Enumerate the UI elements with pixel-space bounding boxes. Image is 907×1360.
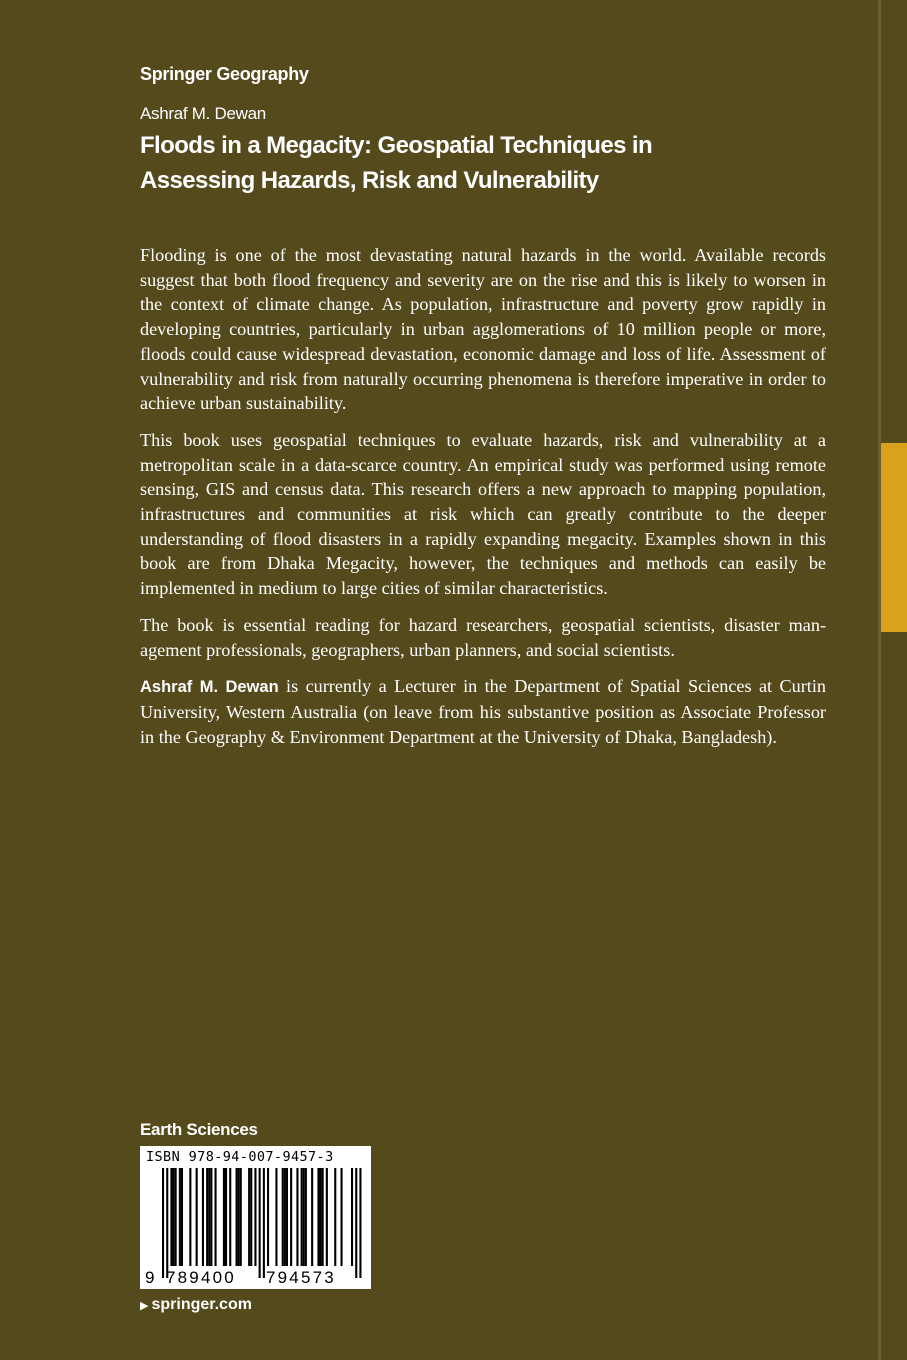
ean-right-digits: 794573 — [266, 1268, 336, 1287]
barcode-bar — [334, 1168, 336, 1266]
website-label: springer.com — [151, 1296, 252, 1313]
barcode-bar — [259, 1168, 261, 1278]
description-paragraph-2: This book uses geospatial techniques to evaluate hazards, risk and vulnerability at a metropolitan scale in a data-scarce country. An empirical study was performed using remote sensing, GIS and census data. This research offers a new approach to mapping population, infrastructures and communities at risk which can greatly contribute to the deeper understanding of flood disasters in a rapidly expanding megacity. Examples shown in this book are from Dhaka Megacity, however, the techniques and methods can easily be implemented in medium to large cities of similar characteristics. — [140, 429, 826, 599]
barcode-bar — [282, 1168, 284, 1266]
barcode-bar — [170, 1168, 172, 1266]
series-name: Springer Geography — [140, 64, 309, 84]
barcode-bar — [263, 1168, 265, 1278]
barcode-bar — [225, 1168, 227, 1266]
isbn-barcode — [140, 1146, 371, 1289]
barcode-bar — [248, 1168, 250, 1266]
barcode-bar — [189, 1168, 191, 1266]
ean-left-digits: 789400 — [166, 1268, 236, 1287]
spine-divider — [878, 0, 881, 1360]
barcode-bar — [210, 1168, 212, 1266]
barcode-bar — [208, 1168, 210, 1266]
barcode-bar — [275, 1168, 277, 1266]
barcode-bar — [202, 1168, 204, 1266]
subject-category: Earth Sciences — [140, 1120, 258, 1139]
barcode-bar — [326, 1168, 328, 1266]
isbn-number: ISBN 978-94-007-9457-3 — [146, 1149, 334, 1165]
barcode-bar — [267, 1168, 269, 1266]
barcode-bar — [286, 1168, 288, 1266]
bio-text: is currently a Lecturer in the Department of Spatial Sciences at Curtin University, Western Australia (on leave from his substantive position as Associate Professor in the Geography & Environment Department at the University of Dhaka, Bangladesh). — [140, 676, 826, 747]
publisher-website-link[interactable] — [140, 1296, 252, 1314]
author-name: Ashraf M. Dewan — [140, 104, 266, 123]
description-paragraph-1: Flooding is one of the most devastating natural hazards in the world. Available records suggest that both flood frequency and severity are on the rise and this is likely to worsen in the context of climate change. As population, infrastructure and poverty grow rapidly in developing countries, particularly in urban agglomerations of 10 million people or more, floods could cause widespread devastation, economic damage and loss of life. Assessment of vulnerability and risk from naturally occurring phenomena is therefore imperative in order to achieve urban sustainability. — [140, 245, 826, 414]
barcode-bar — [359, 1168, 361, 1278]
barcode-bar — [303, 1168, 305, 1266]
barcode-bar — [181, 1168, 183, 1266]
barcode-bar — [322, 1168, 324, 1266]
barcode-bar — [290, 1168, 292, 1266]
barcode-bar — [240, 1168, 242, 1266]
book-description — [140, 243, 826, 749]
barcode-bar — [196, 1168, 198, 1266]
barcode-bar — [236, 1168, 238, 1266]
barcode-bar — [317, 1168, 319, 1266]
description-paragraph-3: The book is essential reading for hazard researchers, geospatial scientists, disaster management professionals, geographers, urban planners, and social scientists. — [140, 614, 826, 660]
bio-author-name: Ashraf M. Dewan — [140, 678, 279, 697]
triangle-right-icon: ▶ — [140, 1300, 149, 1312]
barcode-bar — [355, 1168, 357, 1278]
barcode-bar — [341, 1168, 343, 1266]
barcode-bar — [320, 1168, 322, 1266]
barcode-bar — [284, 1168, 286, 1266]
barcode-bar — [166, 1168, 168, 1278]
ean-first-digit: 9 — [145, 1268, 155, 1287]
barcode-bar — [173, 1168, 175, 1266]
title-line-1: Floods in a Megacity: Geospatial Techniques in — [140, 132, 653, 159]
book-title — [140, 128, 700, 198]
title-line-2: Assessing Hazards, Risk and Vulnerability — [140, 167, 599, 194]
barcode-bar — [305, 1168, 307, 1266]
barcode-bar — [250, 1168, 252, 1266]
barcode-bar — [351, 1168, 353, 1266]
barcode-bar — [162, 1168, 164, 1278]
barcode-bar — [223, 1168, 225, 1266]
barcode-bar — [301, 1168, 303, 1266]
author-bio — [140, 674, 826, 749]
barcode-bar — [311, 1168, 313, 1266]
barcode-bar — [215, 1168, 217, 1266]
spine-color-tab — [881, 443, 907, 632]
barcode-bar — [175, 1168, 177, 1266]
barcode-bar — [254, 1168, 256, 1266]
barcode-bar — [296, 1168, 298, 1266]
barcode-bar — [229, 1168, 231, 1266]
barcode-bar — [179, 1168, 181, 1266]
barcode-bar — [238, 1168, 240, 1266]
barcode-bar — [206, 1168, 208, 1266]
